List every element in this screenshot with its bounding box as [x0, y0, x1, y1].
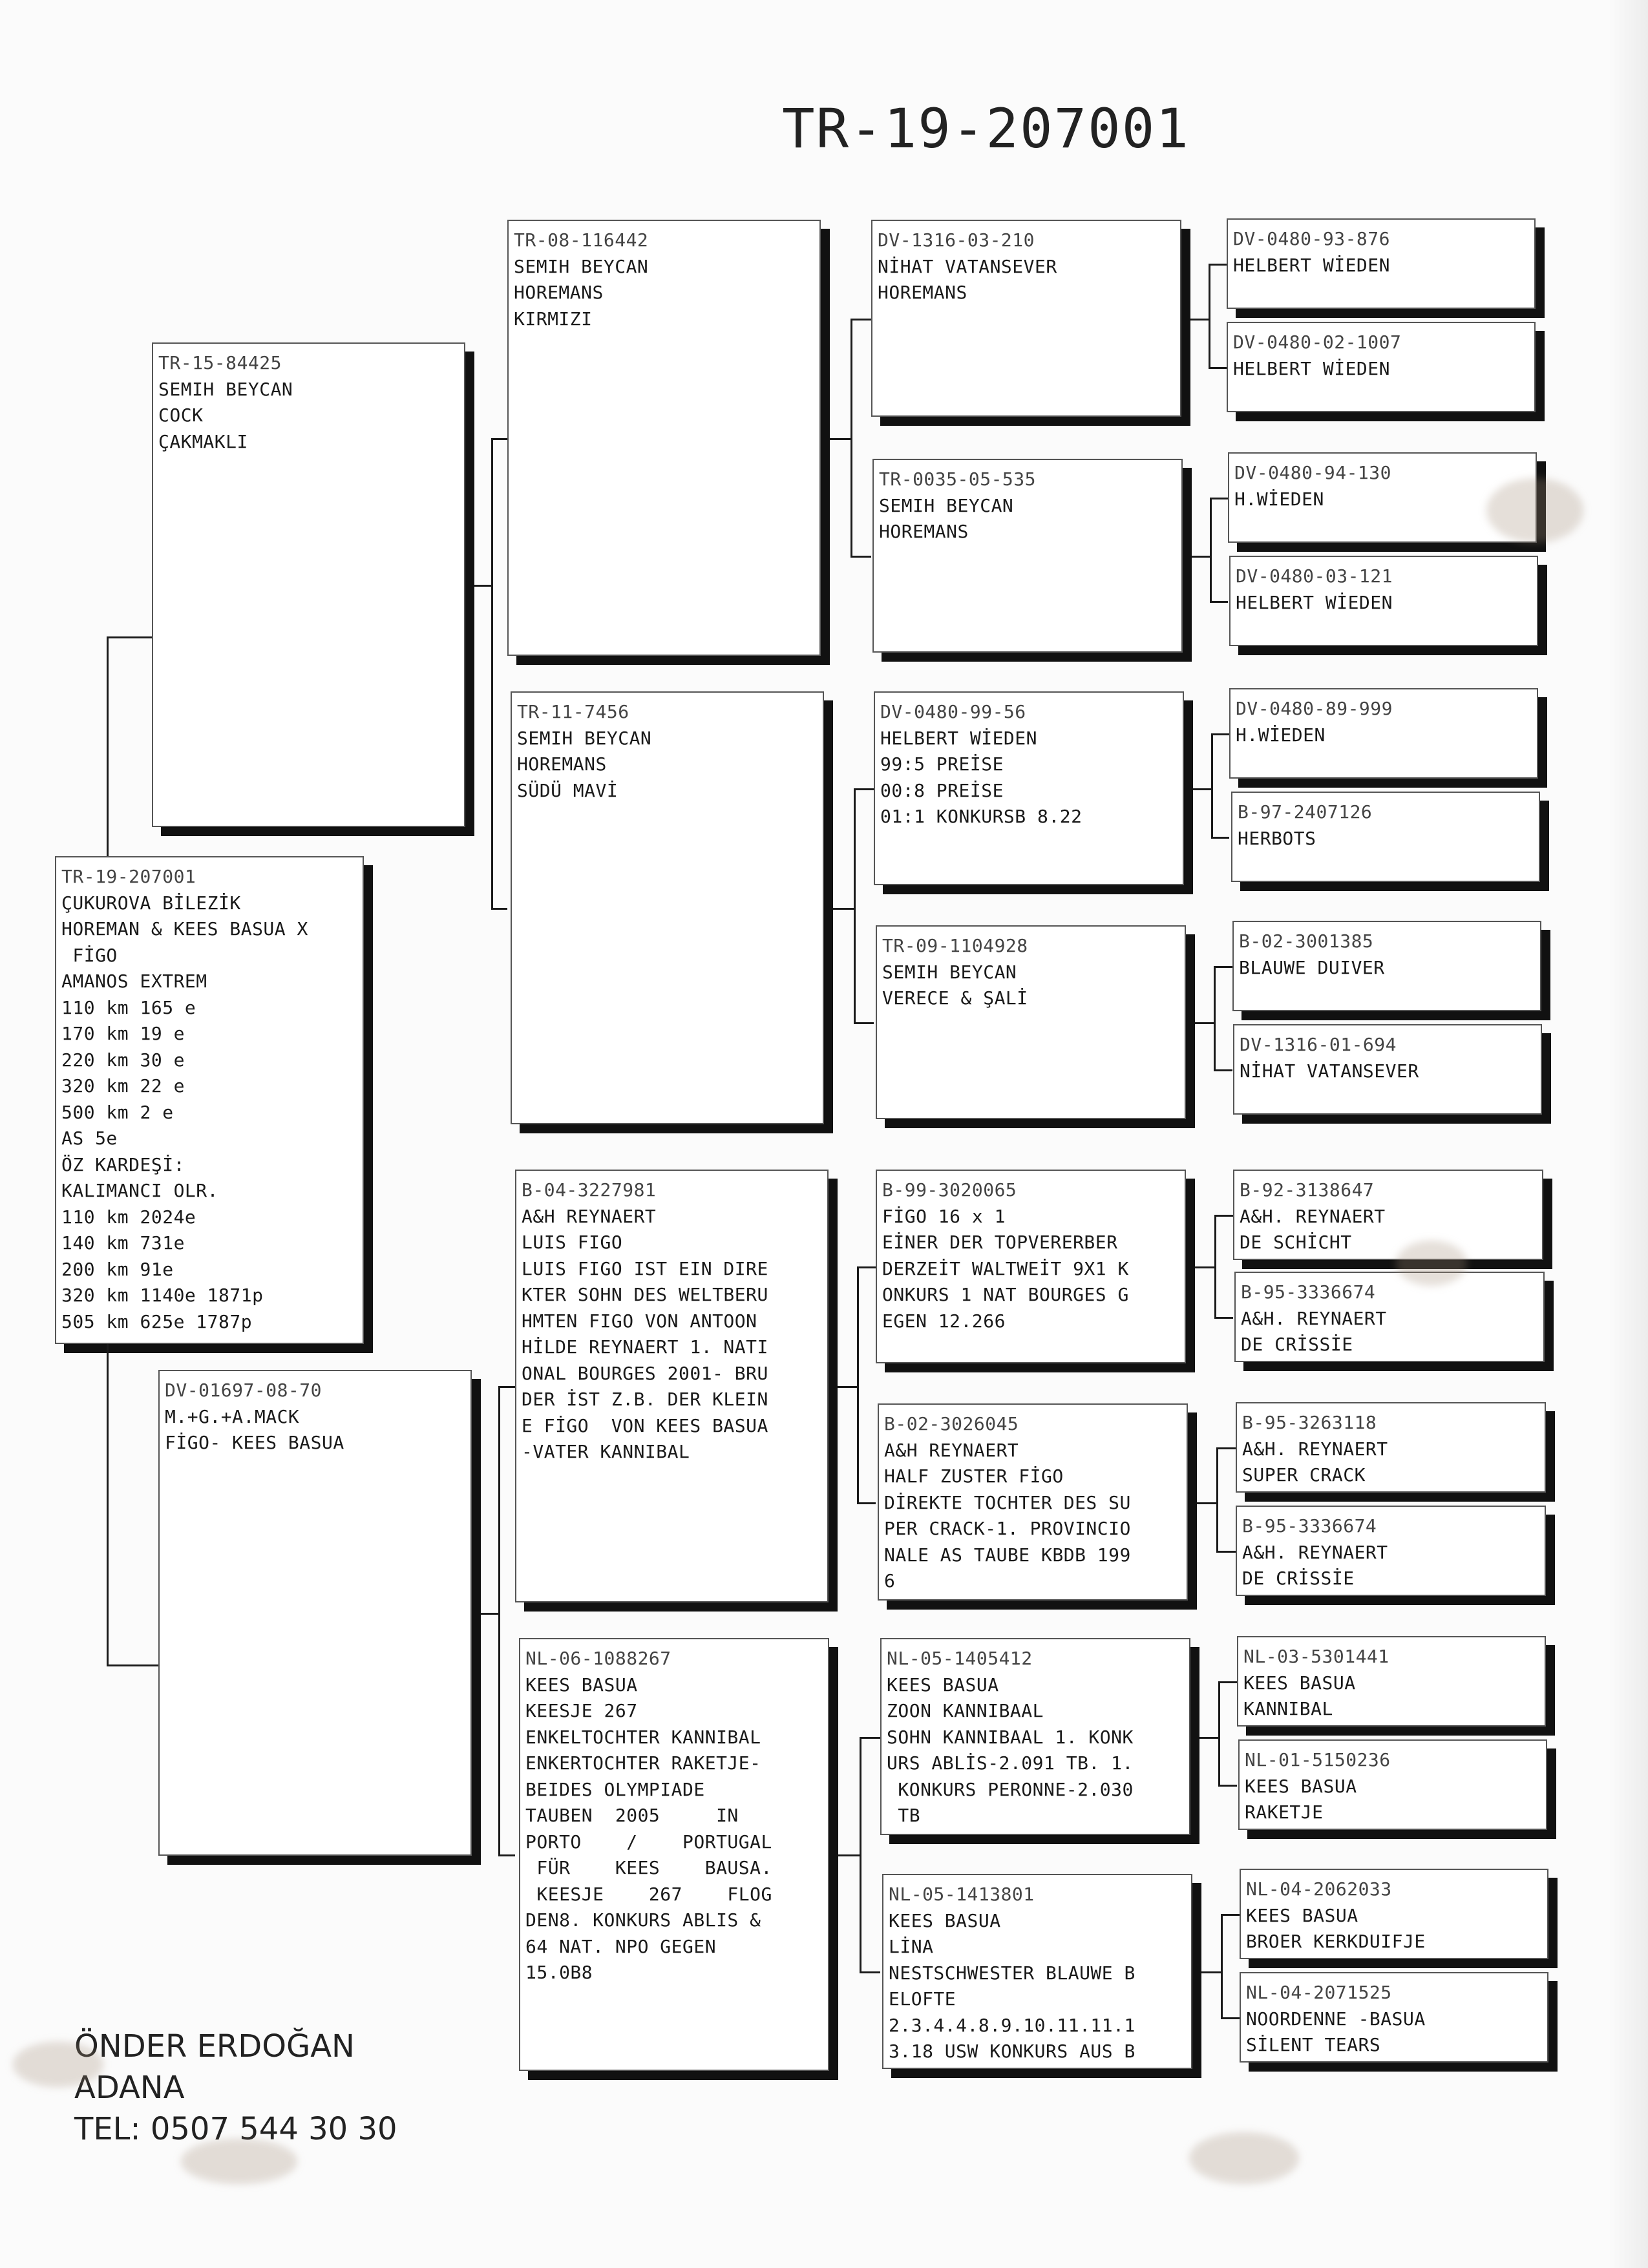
pedigree-text-line: TB — [887, 1805, 921, 1826]
pedigree-text-line: EİNER DER TOPVERERBER — [882, 1232, 1118, 1253]
pedigree-box-sdsd — [1231, 792, 1540, 882]
connector-line — [1209, 264, 1210, 369]
pedigree-box-ds — [515, 1170, 829, 1602]
pedigree-box-sss — [871, 220, 1181, 417]
connector-line — [1214, 966, 1232, 968]
pedigree-text-line: PER CRACK-1. PROVINCIO — [884, 1518, 1131, 1539]
pedigree-text-line: 110 km 2024e — [61, 1206, 196, 1228]
pedigree-text-line: HOREMANS — [517, 753, 607, 775]
pedigree-box-sds — [874, 691, 1184, 885]
connector-line — [1214, 1215, 1216, 1319]
pedigree-text-line: HMTEN FIGO VON ANTOON — [522, 1310, 757, 1332]
pedigree-text-line: HERBOTS — [1238, 827, 1316, 849]
connector-line — [1216, 1447, 1218, 1553]
ring-number: NL-01-5150236 — [1245, 1749, 1391, 1770]
connector-line — [1214, 1317, 1233, 1319]
pedigree-text-line: KEES BASUA — [1246, 1904, 1358, 1926]
pedigree-text-line: 200 km 91e — [61, 1258, 174, 1280]
connector-line — [1195, 1022, 1214, 1024]
ring-number: TR-09-1104928 — [882, 935, 1028, 956]
connector-line — [491, 438, 507, 440]
connector-line — [857, 1502, 876, 1504]
pedigree-text-line: A&H. REYNAERT — [1242, 1541, 1388, 1563]
paper-stain — [13, 2042, 103, 2087]
connector-line — [1221, 2017, 1240, 2019]
pedigree-text-line: LİNA — [889, 1936, 934, 1957]
pedigree-text-line: 01:1 KONKURSB 8.22 — [880, 806, 1083, 827]
pedigree-box-dd — [519, 1638, 829, 2071]
connector-line — [833, 908, 854, 910]
ring-number: B-95-3336674 — [1241, 1281, 1376, 1303]
pedigree-text-line: SEMIH BEYCAN — [158, 378, 293, 400]
connector-line — [1214, 1215, 1233, 1217]
pedigree-text-line: ENKERTOCHTER RAKETJE- — [525, 1752, 761, 1774]
pedigree-text-line: SUPER CRACK — [1242, 1464, 1366, 1486]
pedigree-text-line: KEESJE 267 FLOG — [525, 1883, 772, 1905]
pedigree-box-dsds — [1236, 1402, 1546, 1493]
pedigree-box-sssd — [1227, 322, 1536, 412]
pedigree-text-line: DEN8. KONKURS ABLIS & — [525, 1909, 761, 1931]
pedigree-box-ssdd — [1229, 556, 1538, 646]
pedigree-text-line: A&H REYNAERT — [884, 1439, 1019, 1461]
ring-number: B-04-3227981 — [522, 1179, 657, 1201]
connector-line — [491, 908, 507, 910]
connector-line — [860, 1971, 880, 1973]
pedigree-text-line: HELBERT WİEDEN — [1233, 254, 1391, 276]
paper-stain — [1486, 478, 1583, 543]
connector-line — [1214, 1069, 1232, 1071]
connector-line — [1201, 1971, 1221, 1973]
pedigree-text-line: DE CRİSSİE — [1242, 1568, 1355, 1589]
pedigree-text-line: A&H REYNAERT — [522, 1205, 657, 1227]
pedigree-text-line: 220 km 30 e — [61, 1049, 185, 1071]
pedigree-text-line: SÜDÜ MAVİ — [517, 779, 618, 801]
pedigree-box-ddss — [1237, 1636, 1546, 1727]
pedigree-text-line: LUIS FIGO IST EIN DIRE — [522, 1257, 768, 1279]
pedigree-text-line: HELBERT WİEDEN — [1233, 357, 1391, 379]
connector-line — [481, 1613, 498, 1615]
connector-line — [860, 1737, 880, 1739]
pedigree-text-line: SEMIH BEYCAN — [879, 494, 1014, 516]
pedigree-text-line: ÇUKUROVA BİLEZİK — [61, 892, 241, 914]
connector-line — [1211, 837, 1229, 839]
connector-line — [857, 1266, 876, 1268]
pedigree-text-line: HOREMANS — [879, 521, 969, 542]
connector-line — [860, 1737, 861, 1973]
breeder-contact — [74, 2026, 397, 2150]
ring-number: TR-19-207001 — [61, 866, 196, 887]
pedigree-text-line: VERECE & ŞALİ — [882, 987, 1028, 1009]
connector-line — [1192, 556, 1210, 558]
pedigree-box-sddd — [1233, 1024, 1542, 1115]
pedigree-text-line: BLAUWE DUIVER — [1239, 956, 1385, 978]
pedigree-text-line: DER İST Z.B. DER KLEIN — [522, 1389, 768, 1410]
pedigree-text-line: 505 km 625e 1787p — [61, 1310, 253, 1332]
pedigree-text-line: KEES BASUA — [889, 1909, 1001, 1931]
ring-number: B-95-3263118 — [1242, 1412, 1377, 1433]
pedigree-text-line: M.+G.+A.MACK — [165, 1405, 300, 1427]
connector-line — [854, 788, 874, 790]
connector-line — [854, 788, 856, 1024]
connector-line — [1211, 733, 1229, 735]
pedigree-text-line: COCK — [158, 404, 204, 426]
ring-number: DV-0480-94-130 — [1234, 462, 1392, 483]
connector-line — [857, 1266, 859, 1504]
pedigree-text-line: HOREMANS — [878, 282, 967, 303]
pedigree-text-line: FİGO 16 x 1 — [882, 1205, 1006, 1227]
pedigree-text-line: PORTO / PORTUGAL — [525, 1831, 772, 1853]
pedigree-box-dss — [876, 1170, 1186, 1363]
pedigree-text-line: E FİGO VON KEES BASUA — [522, 1414, 768, 1436]
pedigree-text-line: SEMIH BEYCAN — [514, 255, 649, 277]
pedigree-text-line: DİREKTE TOCHTER DES SU — [884, 1491, 1131, 1513]
pedigree-text-line: AS 5e — [61, 1128, 118, 1149]
pedigree-text-line: ENKELTOCHTER KANNIBAL — [525, 1726, 761, 1748]
pedigree-text-line: ELOFTE — [889, 1988, 956, 2010]
pedigree-box-ss — [507, 220, 821, 656]
pedigree-text-line: BROER KERKDUIFJE — [1246, 1931, 1426, 1952]
connector-line — [1197, 1502, 1216, 1504]
ring-number: B-02-3001385 — [1239, 930, 1374, 952]
pedigree-text-line: KONKURS PERONNE-2.030 — [887, 1778, 1134, 1800]
pedigree-text-line: 2.3.4.4.8.9.10.11.11.1 — [889, 2014, 1136, 2036]
ring-number: TR-11-7456 — [517, 701, 629, 722]
connector-line — [1195, 1266, 1214, 1268]
connector-line — [1210, 498, 1212, 603]
pedigree-text-line: 99:5 PREİSE — [880, 753, 1004, 775]
connector-line — [830, 438, 850, 440]
ring-number: DV-0480-99-56 — [880, 701, 1026, 722]
pedigree-box-sd — [511, 691, 824, 1124]
pedigree-title: TR-19-207001 — [782, 97, 1190, 160]
connector-line — [1190, 319, 1209, 320]
pedigree-text-line: A&H. REYNAERT — [1241, 1307, 1387, 1329]
connector-line — [1216, 1551, 1236, 1553]
connector-line — [107, 636, 152, 638]
pedigree-box-dsd — [878, 1403, 1188, 1601]
paper-edge — [1609, 0, 1648, 2268]
ring-number: NL-03-5301441 — [1243, 1646, 1389, 1667]
pedigree-text-line: 15.0B8 — [525, 1962, 593, 1983]
pedigree-text-line: 3.18 USW KONKURS AUS B — [889, 2041, 1136, 2062]
ring-number: NL-04-2062033 — [1246, 1878, 1392, 1900]
pedigree-text-line: ONAL BOURGES 2001- BRU — [522, 1362, 768, 1384]
pedigree-box-ssss — [1227, 218, 1536, 309]
pedigree-text-line: TAUBEN 2005 IN — [525, 1805, 739, 1826]
connector-line — [491, 438, 493, 910]
ring-number: DV-0480-02-1007 — [1233, 331, 1402, 353]
ring-number: B-95-3336674 — [1242, 1515, 1377, 1537]
pedigree-text-line: FİGO- KEES BASUA — [165, 1432, 344, 1453]
pedigree-text-line: DERZEİT WALTWEİT 9X1 K — [882, 1257, 1129, 1279]
pedigree-box-dddd — [1240, 1972, 1548, 2063]
connector-line — [474, 585, 491, 587]
pedigree-text-line: RAKETJE — [1245, 1801, 1324, 1823]
connector-line — [1221, 1914, 1240, 1916]
pedigree-box-dsdd — [1236, 1506, 1546, 1596]
connector-line — [1210, 498, 1228, 499]
ring-number: DV-1316-01-694 — [1240, 1034, 1397, 1055]
ring-number: DV-1316-03-210 — [878, 229, 1035, 251]
pedigree-text-line: LUIS FIGO — [522, 1232, 623, 1253]
pedigree-box-dds — [880, 1638, 1190, 1835]
pedigree-text-line: KTER SOHN DES WELTBERU — [522, 1284, 768, 1305]
pedigree-text-line: AMANOS EXTREM — [61, 971, 207, 992]
pedigree-text-line: 320 km 1140e 1871p — [61, 1285, 264, 1306]
pedigree-box-ddd — [882, 1874, 1192, 2069]
connector-line — [1221, 1914, 1223, 2019]
pedigree-text-line: FÜR KEES BAUSA. — [525, 1857, 772, 1878]
pedigree-box-ddds — [1240, 1869, 1548, 1959]
ring-number: B-97-2407126 — [1238, 801, 1373, 823]
pedigree-text-line: 64 NAT. NPO GEGEN — [525, 1935, 717, 1957]
pedigree-text-line: SOHN KANNIBAAL 1. KONK — [887, 1726, 1134, 1748]
connector-line — [850, 319, 871, 320]
ring-number: NL-05-1413801 — [889, 1884, 1035, 1905]
pedigree-text-line: A&H. REYNAERT — [1240, 1205, 1386, 1227]
connector-line — [838, 1854, 860, 1856]
pedigree-text-line: NOORDENNE -BASUA — [1246, 2008, 1426, 2030]
pedigree-text-line: KEES BASUA — [525, 1674, 638, 1696]
ring-number: B-99-3020065 — [882, 1179, 1017, 1201]
pedigree-text-line: ONKURS 1 NAT BOURGES G — [882, 1284, 1129, 1305]
connector-line — [1193, 788, 1211, 790]
connector-line — [1199, 1737, 1218, 1739]
pedigree-text-line: KIRMIZI — [514, 308, 593, 330]
pedigree-text-line: SEMIH BEYCAN — [882, 961, 1017, 983]
pedigree-text-line: KEES BASUA — [1243, 1672, 1356, 1694]
connector-line — [1214, 966, 1216, 1071]
pedigree-text-line: ÖZ KARDEŞİ: — [61, 1153, 185, 1175]
pedigree-text-line: EGEN 12.266 — [882, 1310, 1006, 1332]
pedigree-text-line: 00:8 PREİSE — [880, 779, 1004, 801]
connector-line — [107, 1344, 109, 1664]
pedigree-box-dssd — [1234, 1272, 1545, 1362]
pedigree-box-sdds — [1232, 921, 1541, 1011]
connector-line — [850, 556, 871, 558]
pedigree-text-line: ÇAKMAKLI — [158, 430, 248, 452]
pedigree-box-dam — [158, 1370, 472, 1856]
ring-number: NL-06-1088267 — [525, 1648, 671, 1669]
ring-number: TR-15-84425 — [158, 352, 282, 373]
connector-line — [107, 1664, 158, 1666]
pedigree-text-line: DE CRİSSİE — [1241, 1334, 1353, 1355]
pedigree-text-line: URS ABLİS-2.091 TB. 1. — [887, 1752, 1134, 1774]
pedigree-text-line: HELBERT WİEDEN — [1236, 591, 1393, 613]
connector-line — [1218, 1785, 1237, 1787]
pedigree-text-line: KEES BASUA — [887, 1674, 999, 1696]
connector-line — [1218, 1681, 1237, 1683]
pedigree-text-line: NESTSCHWESTER BLAUWE B — [889, 1962, 1136, 1984]
pedigree-text-line: NİHAT VATANSEVER — [1240, 1060, 1419, 1082]
pedigree-text-line: 6 — [884, 1570, 896, 1591]
ring-number: TR-08-116442 — [514, 229, 649, 251]
pedigree-text-line: HOREMAN & KEES BASUA X — [61, 918, 308, 940]
pedigree-text-line: 140 km 731e — [61, 1232, 185, 1254]
ring-number: B-92-3138647 — [1240, 1179, 1375, 1201]
ring-number: NL-04-2071525 — [1246, 1982, 1392, 2003]
pedigree-text-line: HİLDE REYNAERT 1. NATI — [522, 1336, 768, 1358]
pedigree-text-line: FİGO — [61, 944, 118, 966]
paper-stain — [1396, 1241, 1467, 1286]
pedigree-text-line: KEES BASUA — [1245, 1775, 1357, 1797]
pedigree-box-subject — [55, 856, 364, 1344]
pedigree-box-sdd — [876, 925, 1186, 1119]
connector-line — [1216, 1447, 1236, 1449]
connector-line — [498, 1854, 515, 1856]
pedigree-text-line: NALE AS TAUBE KBDB 199 — [884, 1544, 1131, 1566]
connector-line — [838, 1386, 857, 1388]
paper-stain — [1189, 2132, 1299, 2184]
connector-line — [107, 636, 109, 856]
ring-number: DV-0480-03-121 — [1236, 565, 1393, 587]
paper-stain — [181, 2139, 297, 2184]
pedigree-box-ddsd — [1238, 1739, 1547, 1830]
connector-line — [850, 319, 852, 558]
connector-line — [854, 1022, 874, 1024]
pedigree-text-line: KANNIBAL — [1243, 1698, 1333, 1719]
connector-line — [1211, 733, 1213, 839]
pedigree-box-sdss — [1229, 688, 1538, 779]
connector-line — [1209, 367, 1227, 369]
connector-line — [498, 1386, 515, 1388]
breeder-city: ADANA — [74, 2070, 185, 2106]
ring-number: DV-0480-93-876 — [1233, 228, 1391, 249]
pedigree-box-sire — [152, 342, 465, 827]
ring-number: TR-0035-05-535 — [879, 468, 1037, 490]
pedigree-text-line: 320 km 22 e — [61, 1075, 185, 1097]
pedigree-box-dsss — [1233, 1170, 1543, 1260]
pedigree-text-line: BEIDES OLYMPIADE — [525, 1778, 705, 1800]
pedigree-text-line: -VATER KANNIBAL — [522, 1441, 690, 1462]
connector-line — [1218, 1681, 1220, 1787]
pedigree-text-line: SİLENT TEARS — [1246, 2034, 1381, 2055]
pedigree-text-line: KALIMANCI OLR. — [61, 1180, 219, 1201]
pedigree-text-line: HELBERT WİEDEN — [880, 727, 1038, 749]
pedigree-text-line: HOREMANS — [514, 282, 604, 303]
ring-number: DV-01697-08-70 — [165, 1380, 322, 1401]
pedigree-text-line: A&H. REYNAERT — [1242, 1438, 1388, 1460]
ring-number: DV-0480-89-999 — [1236, 698, 1393, 719]
pedigree-text-line: 500 km 2 e — [61, 1101, 174, 1123]
pedigree-text-line: HALF ZUSTER FİGO — [884, 1465, 1064, 1487]
pedigree-text-line: H.WİEDEN — [1236, 724, 1326, 746]
pedigree-text-line: KEESJE 267 — [525, 1700, 638, 1721]
ring-number: NL-05-1405412 — [887, 1648, 1033, 1669]
pedigree-text-line: H.WİEDEN — [1234, 488, 1324, 510]
pedigree-text-line: 110 km 165 e — [61, 996, 196, 1018]
connector-line — [498, 1386, 500, 1856]
ring-number: B-02-3026045 — [884, 1413, 1019, 1434]
pedigree-text-line: ZOON KANNIBAAL — [887, 1700, 1044, 1721]
pedigree-text-line: NİHAT VATANSEVER — [878, 255, 1057, 277]
breeder-name: ÖNDER ERDOĞAN — [74, 2028, 355, 2064]
connector-line — [1210, 601, 1228, 603]
breeder-phone: TEL: 0507 544 30 30 — [74, 2111, 397, 2147]
pedigree-text-line: SEMIH BEYCAN — [517, 727, 652, 749]
pedigree-box-ssd — [872, 459, 1183, 653]
pedigree-text-line: DE SCHİCHT — [1240, 1232, 1352, 1253]
pedigree-text-line: 170 km 19 e — [61, 1023, 185, 1044]
connector-line — [1209, 264, 1227, 266]
